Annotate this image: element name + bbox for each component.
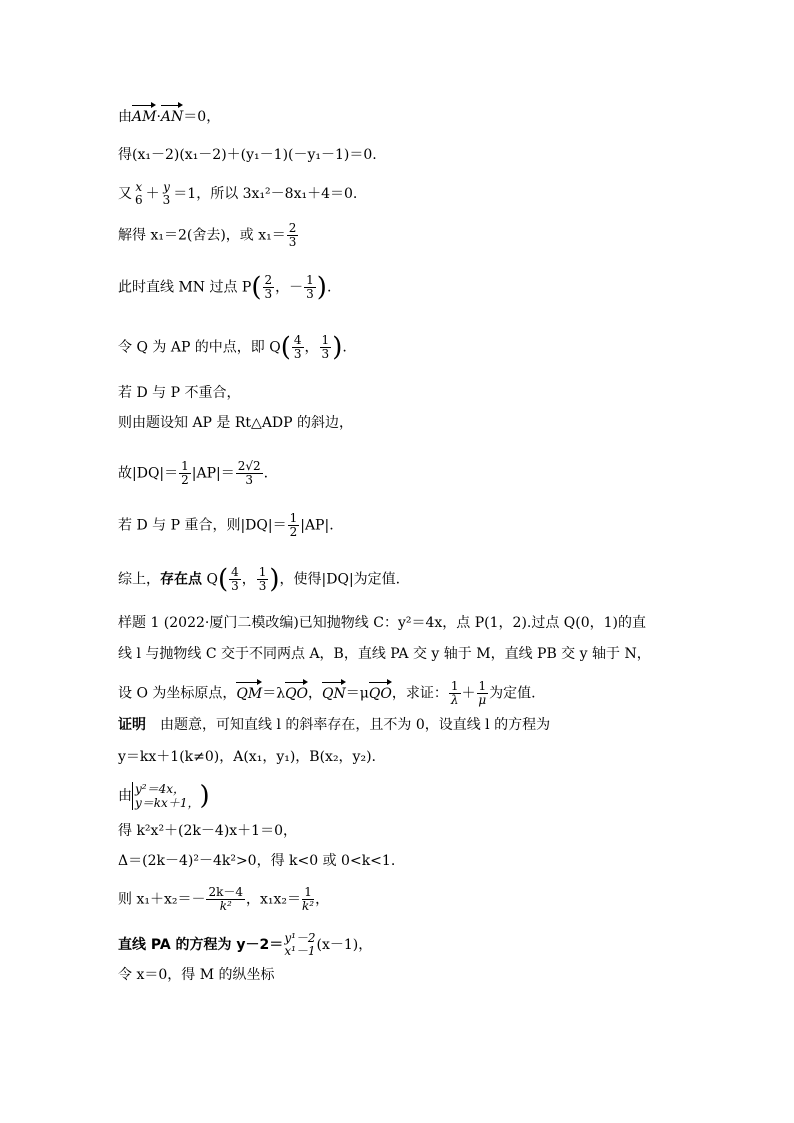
line-9: 故|DQ|＝ $\frac{1}{2}$ |AP|＝ $\frac{2√2}{3}$ . <box>118 459 269 487</box>
line-18: 得 k²x²＋(2k－4)x＋1＝0， <box>118 823 297 839</box>
line-17: 由 y²＝4x， y＝kx＋1， ) <box>118 781 210 811</box>
line-1: 由AM·AN＝0， <box>118 109 221 125</box>
line-2: 得(x₁－2)(x₁－2)＋(y₁－1)(－y₁－1)＝0. <box>118 147 377 163</box>
line-5: 此时直线 MN 过点 P( $\frac{2}{3}$ ，－ $\frac{1}{3}$ ). <box>118 272 332 303</box>
line-22: 令 x＝0，得 M 的纵坐标 <box>118 967 275 983</box>
line-10: 若 D 与 P 重合，则|DQ|＝ $\frac{1}{2}$ |AP|. <box>118 511 334 539</box>
line-14: 设 O 为坐标原点，QM＝λQO，QN＝μQO，求证： $\frac{1}{\lambda}$ ＋ $\frac{1}{\mu}$ 为定值. <box>118 679 536 707</box>
line-13: 线 l 与抛物线 C 交于不同两点 A，B，直线 PA 交 y 轴于 M，直线 PB 交 y 轴于 N， <box>118 646 651 662</box>
line-20: 则 x₁＋x₂＝－ $\frac{2k-4}{\text{k²}}$ ，x₁x₂＝ $\frac{1}{\text{k²}}$ ， <box>118 885 330 913</box>
line-16: y＝kx＋1(k≠0)，A(x₁，y₁)，B(x₂，y₂). <box>118 749 376 765</box>
line-7: 若 D 与 P 不重合， <box>118 385 241 401</box>
line-12: 样题 1 (2022·厦门二模改编)已知抛物线 C：y²＝4x，点 P(1，2).过点 Q(0，1)的直 <box>118 615 647 631</box>
line-21: 直线 PA 的方程为 y－2＝ y¹－2 x¹－1 (x－1)， <box>118 931 373 958</box>
line-4: 解得 x₁＝2(舍去)，或 x₁＝ $\frac{2}{3}$ <box>118 221 297 249</box>
line-6: 令 Q 为 AP 的中点，即 Q( $\frac{4}{3}$ ， $\frac{1}{3}$ ). <box>118 332 347 363</box>
line-19: Δ＝(2k－4)²－4k²>0，得 k<0 或 0<k<1. <box>118 853 396 869</box>
line-3: 又 x 6 ＋ y 3 ＝1，所以 3x₁²－8x₁＋4＝0. <box>118 180 358 207</box>
line-8: 则由题设知 AP 是 Rt△ADP 的斜边， <box>118 415 354 431</box>
line-15: 证明 由题意，可知直线 l 的斜率存在，且不为 0，设直线 l 的方程为 <box>118 717 551 733</box>
line-11: 综上，存在点 Q( $\frac{4}{3}$ ， $\frac{1}{3}$ )，使得|DQ|为定值. <box>118 564 401 595</box>
